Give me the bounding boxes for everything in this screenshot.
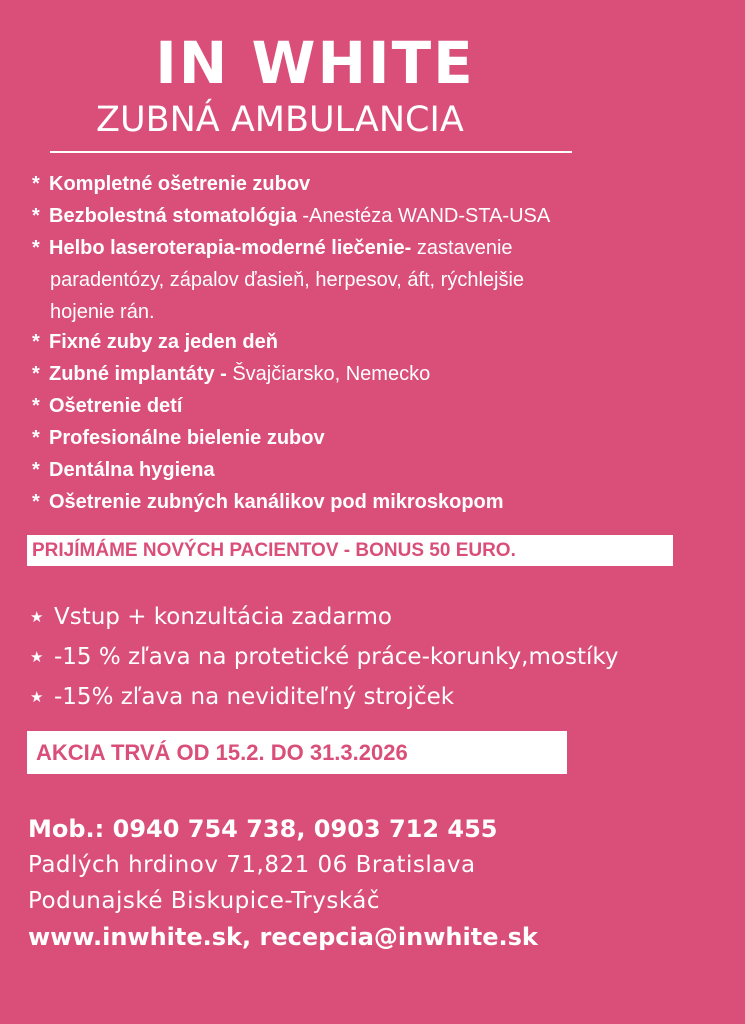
service-bullet: * (32, 491, 40, 513)
service-title: Bezbolestná stomatológia (49, 205, 297, 227)
offers-list (30, 597, 730, 717)
service-bullet: * (32, 331, 40, 353)
new-patients-banner: PRIJÍMÁME NOVÝCH PACIENTOV - BONUS 50 EURO. (27, 535, 673, 566)
service-detail: Švajčiarsko, Nemecko (232, 363, 431, 385)
service-bullet: * (32, 205, 40, 227)
offer-text: -15% zľava na neviditeľný strojček (54, 684, 455, 710)
service-item (32, 358, 722, 390)
address-line: Podunajské Biskupice-Tryskáč (28, 888, 380, 914)
service-title: Zubné implantáty - (49, 363, 233, 385)
service-title: Profesionálne bielenie zubov (49, 427, 325, 449)
service-title: Ošetrenie detí (49, 395, 183, 417)
service-item (32, 390, 722, 422)
service-bullet: * (32, 363, 40, 385)
service-item (32, 168, 722, 200)
service-title: Fixné zuby za jeden deň (49, 331, 278, 353)
service-title: Dentálna hygiena (49, 459, 215, 481)
offer-item (30, 637, 730, 677)
service-bullet: * (32, 427, 40, 449)
offer-item (30, 677, 730, 717)
service-item (32, 422, 722, 454)
web-email-link[interactable]: www.inwhite.sk, recepcia@inwhite.sk (28, 923, 538, 951)
service-bullet: * (32, 395, 40, 417)
service-bullet: * (32, 237, 40, 259)
service-bullet: * (32, 459, 40, 481)
service-title: Helbo laseroterapia-moderné liečenie- (49, 237, 412, 259)
promo-date-banner: AKCIA TRVÁ OD 15.2. DO 31.3.2026 (27, 731, 567, 774)
service-item (32, 232, 722, 326)
service-detail-continued: hojenie rán. (50, 301, 155, 323)
star-icon: ★ (30, 648, 44, 666)
offer-item (30, 597, 730, 637)
phone-numbers: Mob.: 0940 754 738, 0903 712 455 (28, 815, 498, 843)
header-divider (50, 151, 572, 153)
service-title: Ošetrenie zubných kanálikov pod mikroskopom (49, 491, 504, 513)
contact-block (28, 811, 728, 955)
service-detail-continued: paradentózy, zápalov ďasieň, herpesov, áft, rýchlejšie (50, 269, 525, 291)
service-detail: -Anestéza WAND-STA-USA (296, 205, 551, 227)
service-item (32, 200, 722, 232)
offer-text: -15 % zľava na protetické práce-korunky,mostíky (54, 644, 619, 670)
service-item (32, 486, 722, 518)
service-detail: zastavenie (411, 237, 513, 259)
offer-text: Vstup + konzultácia zadarmo (54, 604, 392, 630)
address-line: Padlých hrdinov 71,821 06 Bratislava (28, 852, 476, 878)
service-title: Kompletné ošetrenie zubov (49, 173, 311, 195)
services-list (32, 168, 722, 518)
service-item (32, 326, 722, 358)
brand-title: IN WHITE (155, 29, 475, 97)
star-icon: ★ (30, 608, 44, 626)
star-icon: ★ (30, 688, 44, 706)
service-bullet: * (32, 173, 40, 195)
service-item (32, 454, 722, 486)
clinic-subtitle: ZUBNÁ AMBULANCIA (96, 100, 464, 140)
